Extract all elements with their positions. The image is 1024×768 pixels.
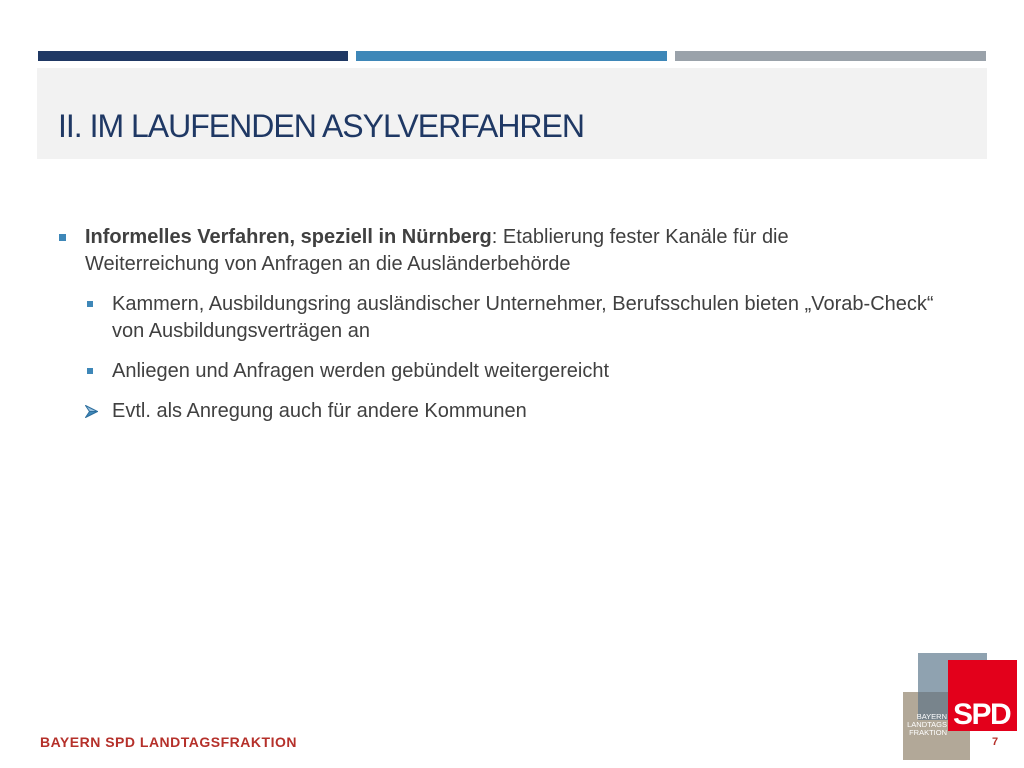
bullet-list xyxy=(0,224,1024,425)
arrow-bullet-icon xyxy=(85,405,98,418)
sub-list-item-text: Kammern, Ausbildungsring ausländischer Unternehmer, Berufsschulen bieten „Vorab-Check“ von Ausbildungsverträgen an xyxy=(112,293,934,342)
square-bullet-icon xyxy=(87,368,93,374)
list-item-text: : Etablierung fester Kanäle für die Weiterreichung von Anfragen an die Ausländerbehörde xyxy=(85,226,789,275)
logo-subtitle-line: FRAKTION xyxy=(909,728,947,737)
logo-subtitle-line: LANDTAGS xyxy=(907,720,947,729)
slide-title: II. IM LAUFENDEN ASYLVERFAHREN xyxy=(58,108,584,144)
logo-red-square xyxy=(948,660,1017,731)
list-item-bold-text: Informelles Verfahren, speziell in Nürnberg xyxy=(85,226,492,248)
list-item xyxy=(85,224,875,278)
logo-subtitle xyxy=(906,713,947,737)
logo-subtitle-line: BAYERN xyxy=(916,712,947,721)
header-bar-dark xyxy=(38,51,348,61)
sub-list-item xyxy=(112,291,957,345)
sub-list-item-text: Anliegen und Anfragen werden gebündelt weitergereicht xyxy=(112,360,610,382)
sub-list-item xyxy=(112,358,957,385)
sub-list-item xyxy=(112,398,957,425)
sub-list-item-text: Evtl. als Anregung auch für andere Kommunen xyxy=(112,400,527,422)
page-number: 7 xyxy=(992,736,999,748)
square-bullet-icon xyxy=(87,301,93,307)
square-bullet-icon xyxy=(59,234,66,241)
header-bar-grey xyxy=(675,51,986,61)
header-bar-blue xyxy=(356,51,667,61)
footer-organization: BAYERN SPD LANDTAGSFRAKTION xyxy=(40,734,297,750)
logo-party-name: SPD xyxy=(953,698,1011,731)
